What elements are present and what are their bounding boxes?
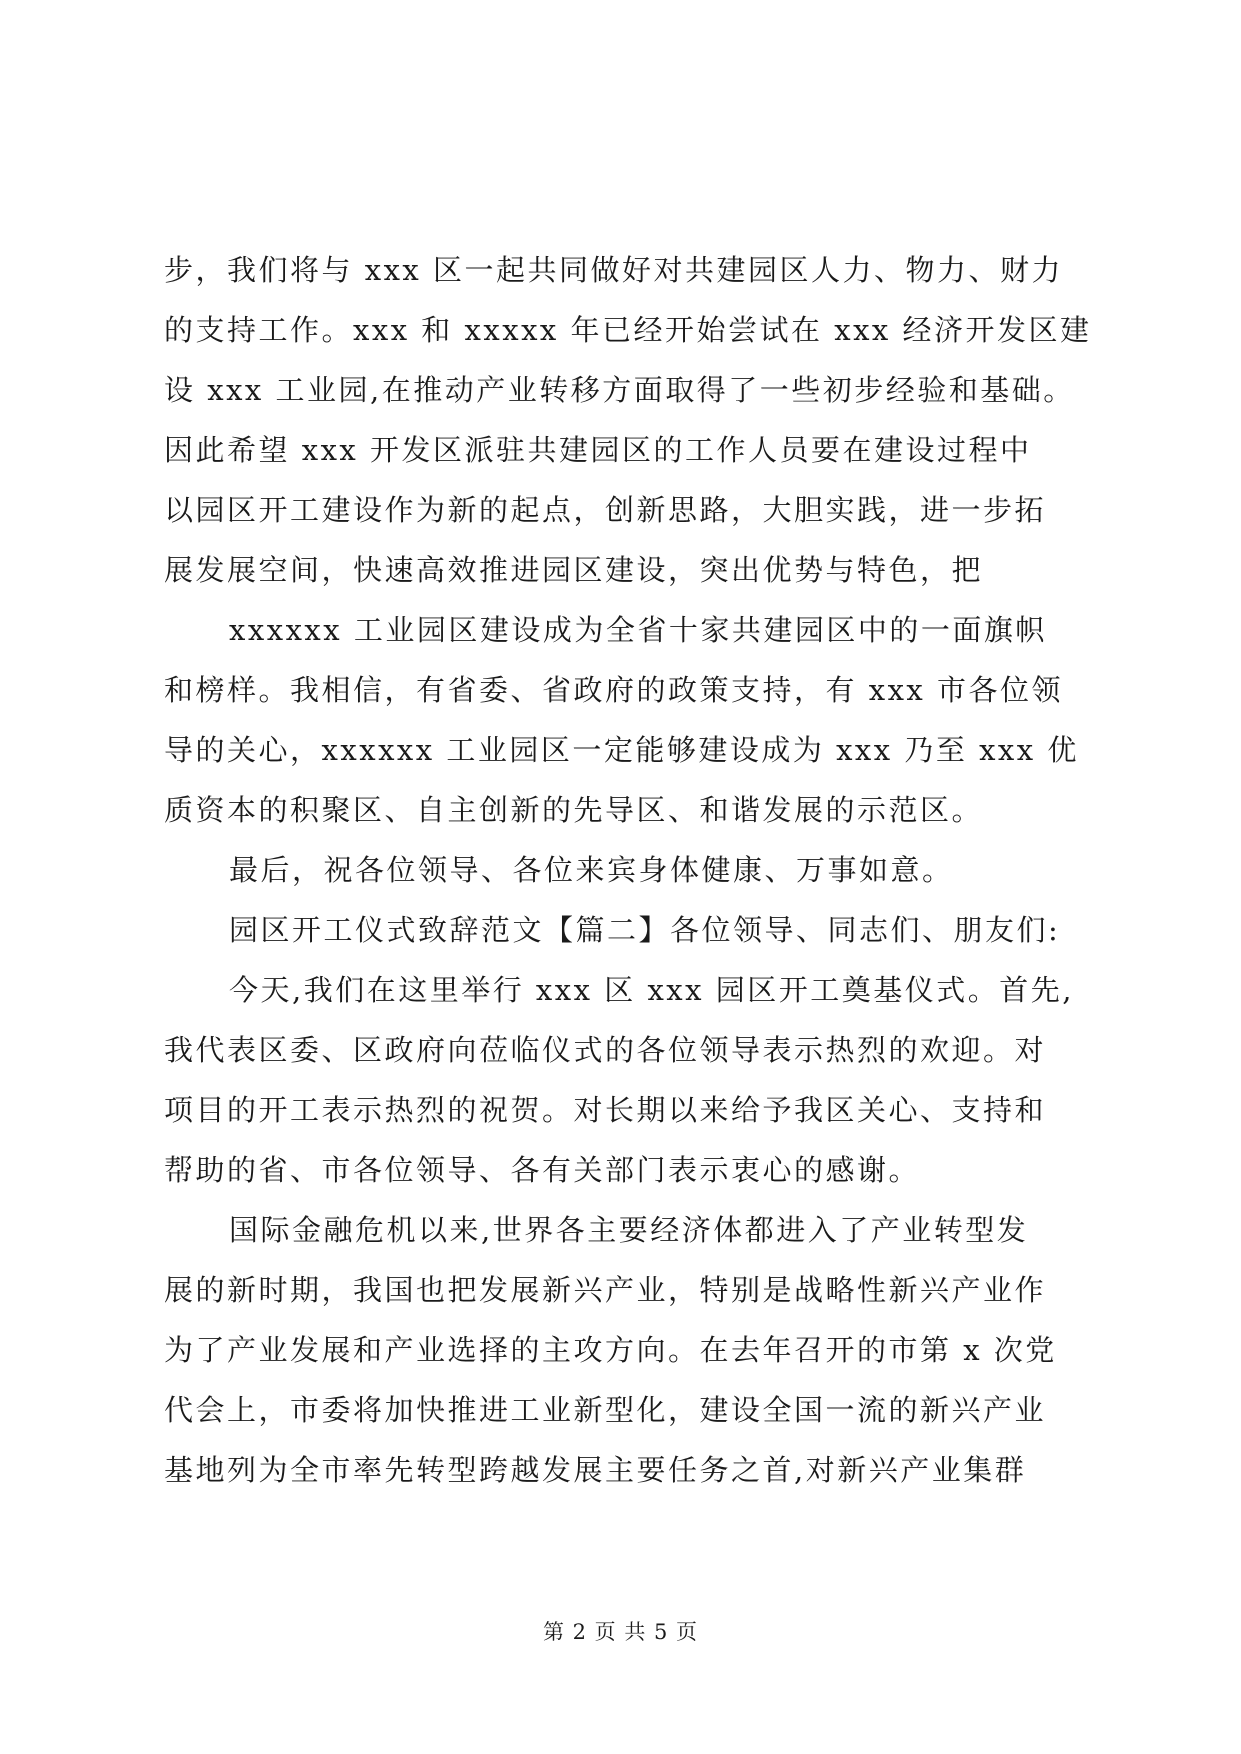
text-line: 步，我们将与 xxx 区一起共同做好对共建园区人力、物力、财力 (164, 253, 1064, 287)
text-line: 因此希望 xxx 开发区派驻共建园区的工作人员要在建设过程中 (164, 433, 1032, 467)
text-line: 展的新时期，我国也把发展新兴产业，特别是战略性新兴产业作 (164, 1273, 1047, 1307)
text-line: 帮助的省、市各位领导、各有关部门表示衷心的感谢。 (164, 1153, 921, 1187)
body-text (164, 240, 1104, 1500)
text-line: 代会上，市委将加快推进工业新型化，建设全国一流的新兴产业 (164, 1393, 1047, 1427)
text-line: 我代表区委、区政府向莅临仪式的各位领导表示热烈的欢迎。对 (164, 1033, 1047, 1067)
text-line: 和榜样。我相信，有省委、省政府的政策支持，有 xxx 市各位领 (164, 673, 1064, 707)
text-line: 质资本的积聚区、自主创新的先导区、和谐发展的示范区。 (164, 793, 984, 827)
text-line: 国际金融危机以来,世界各主要经济体都进入了产业转型发 (229, 1213, 1029, 1247)
text-line: 基地列为全市率先转型跨越发展主要任务之首,对新兴产业集群 (164, 1453, 1027, 1487)
text-line: 以园区开工建设作为新的起点，创新思路，大胆实践，进一步拓 (164, 493, 1047, 527)
text-line: 设 xxx 工业园,在推动产业转移方面取得了一些初步经验和基础。 (164, 373, 1075, 407)
page-number-footer: 第 2 页 共 5 页 (542, 1620, 699, 1644)
text-line: 展发展空间，快速高效推进园区建设，突出优势与特色，把 (164, 553, 984, 587)
text-line: 的支持工作。xxx 和 xxxxx 年已经开始尝试在 xxx 经济开发区建 (164, 313, 1092, 347)
text-line: 今天,我们在这里举行 xxx 区 xxx 园区开工奠基仪式。首先, (229, 973, 1074, 1007)
text-line: 为了产业发展和产业选择的主攻方向。在去年召开的市第 x 次党 (164, 1333, 1057, 1367)
text-line: 最后，祝各位领导、各位来宾身体健康、万事如意。 (229, 853, 954, 887)
section-heading: 园区开工仪式致辞范文【篇二】各位领导、同志们、朋友们: (229, 913, 1061, 947)
text-line: 导的关心，xxxxxx 工业园区一定能够建设成为 xxx 乃至 xxx 优 (164, 733, 1079, 767)
text-line: xxxxxx 工业园区建设成为全省十家共建园区中的一面旗帜 (229, 613, 1047, 647)
text-line: 项目的开工表示热烈的祝贺。对长期以来给予我区关心、支持和 (164, 1093, 1047, 1127)
